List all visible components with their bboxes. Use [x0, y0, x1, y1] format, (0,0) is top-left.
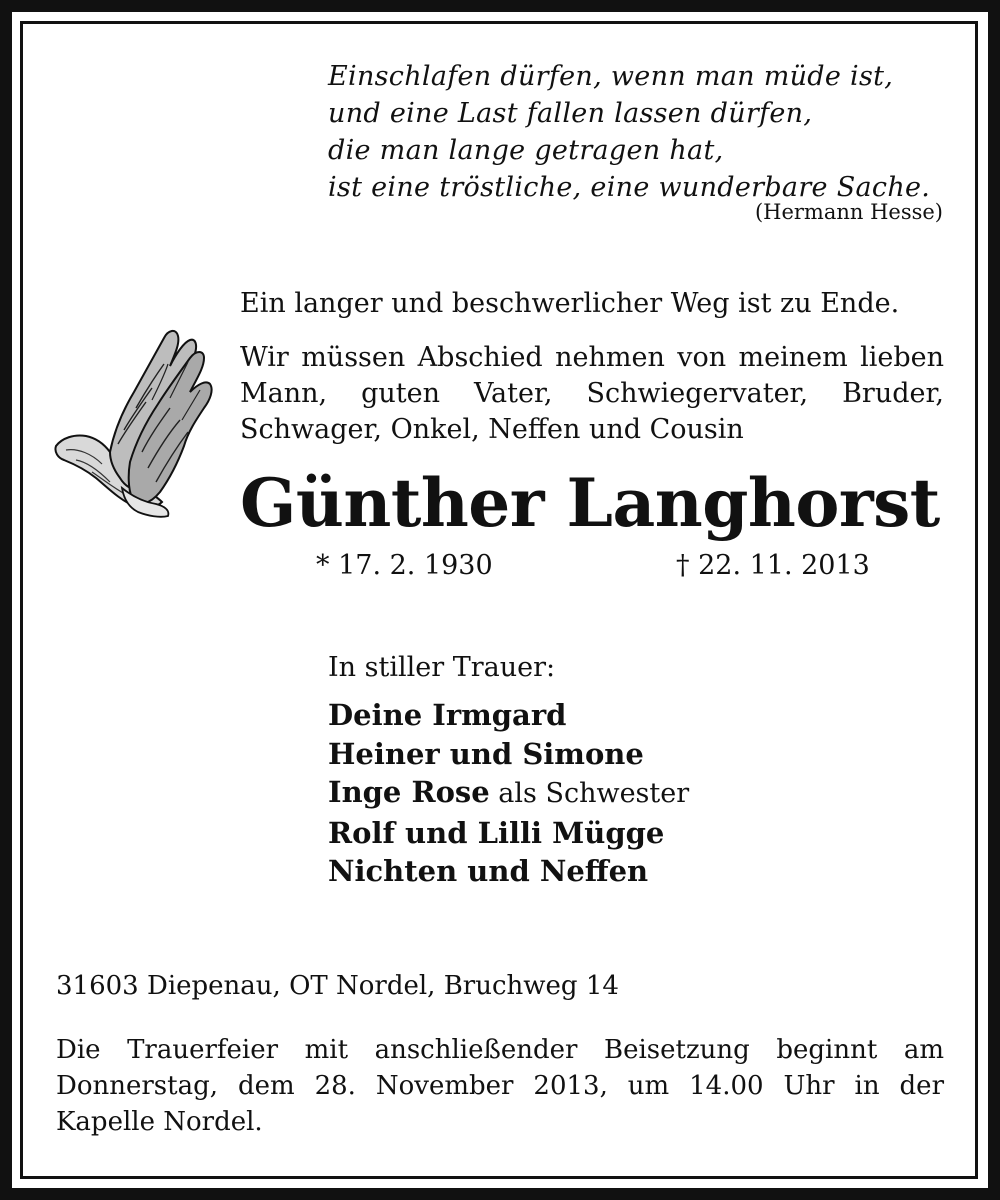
mourner-name: Inge Rose — [328, 775, 490, 809]
address: 31603 Diepenau, OT Nordel, Bruchweg 14 — [56, 971, 619, 1001]
quote-line: und eine Last fallen lassen dürfen, — [328, 98, 813, 129]
intro-line: Mann, guten Vater, Schwiegervater, Bruder, — [240, 378, 944, 409]
mourners-list — [328, 696, 689, 891]
mourner-entry — [328, 735, 689, 774]
intro-line: Wir müssen Abschied nehmen von meinem lieben — [240, 342, 944, 373]
service-notice — [56, 1032, 944, 1140]
mourners-heading: In stiller Trauer: — [328, 652, 556, 683]
mourner-entry — [328, 696, 689, 735]
mourner-name: Heiner und Simone — [328, 736, 644, 771]
mourner-entry — [328, 814, 689, 853]
death-date: † 22. 11. 2013 — [676, 550, 870, 581]
service-line: Donnerstag, dem 28. November 2013, um 14.00 Uhr in der — [56, 1071, 944, 1101]
mourner-relation: als Schwester — [489, 778, 690, 809]
quote-line: die man lange getragen hat, — [328, 135, 724, 166]
poem-quote — [328, 58, 948, 206]
intro-line: Ein langer und beschwerlicher Weg ist zu Ende. — [240, 288, 900, 319]
deceased-name: Günther Langhorst — [240, 464, 940, 542]
mourner-name: Nichten und Neffen — [328, 854, 649, 888]
mourner-name: Rolf und Lilli Mügge — [328, 815, 665, 850]
birth-date: * 17. 2. 1930 — [316, 550, 493, 581]
mourner-entry — [328, 852, 689, 891]
mourner-name: Deine Irmgard — [328, 698, 567, 732]
service-line: Die Trauerfeier mit anschließender Beisetzung beginnt am — [56, 1035, 944, 1065]
praying-hands-icon — [52, 312, 214, 520]
quote-line: Einschlafen dürfen, wenn man müde ist, — [328, 61, 894, 92]
intro-text — [240, 286, 944, 448]
mourner-entry — [328, 773, 689, 814]
service-line: Kapelle Nordel. — [56, 1107, 263, 1137]
quote-line: ist eine tröstliche, eine wunderbare Sache. — [328, 172, 931, 203]
intro-line: Schwager, Onkel, Neffen und Cousin — [240, 414, 744, 445]
quote-author: (Hermann Hesse) — [754, 200, 943, 224]
